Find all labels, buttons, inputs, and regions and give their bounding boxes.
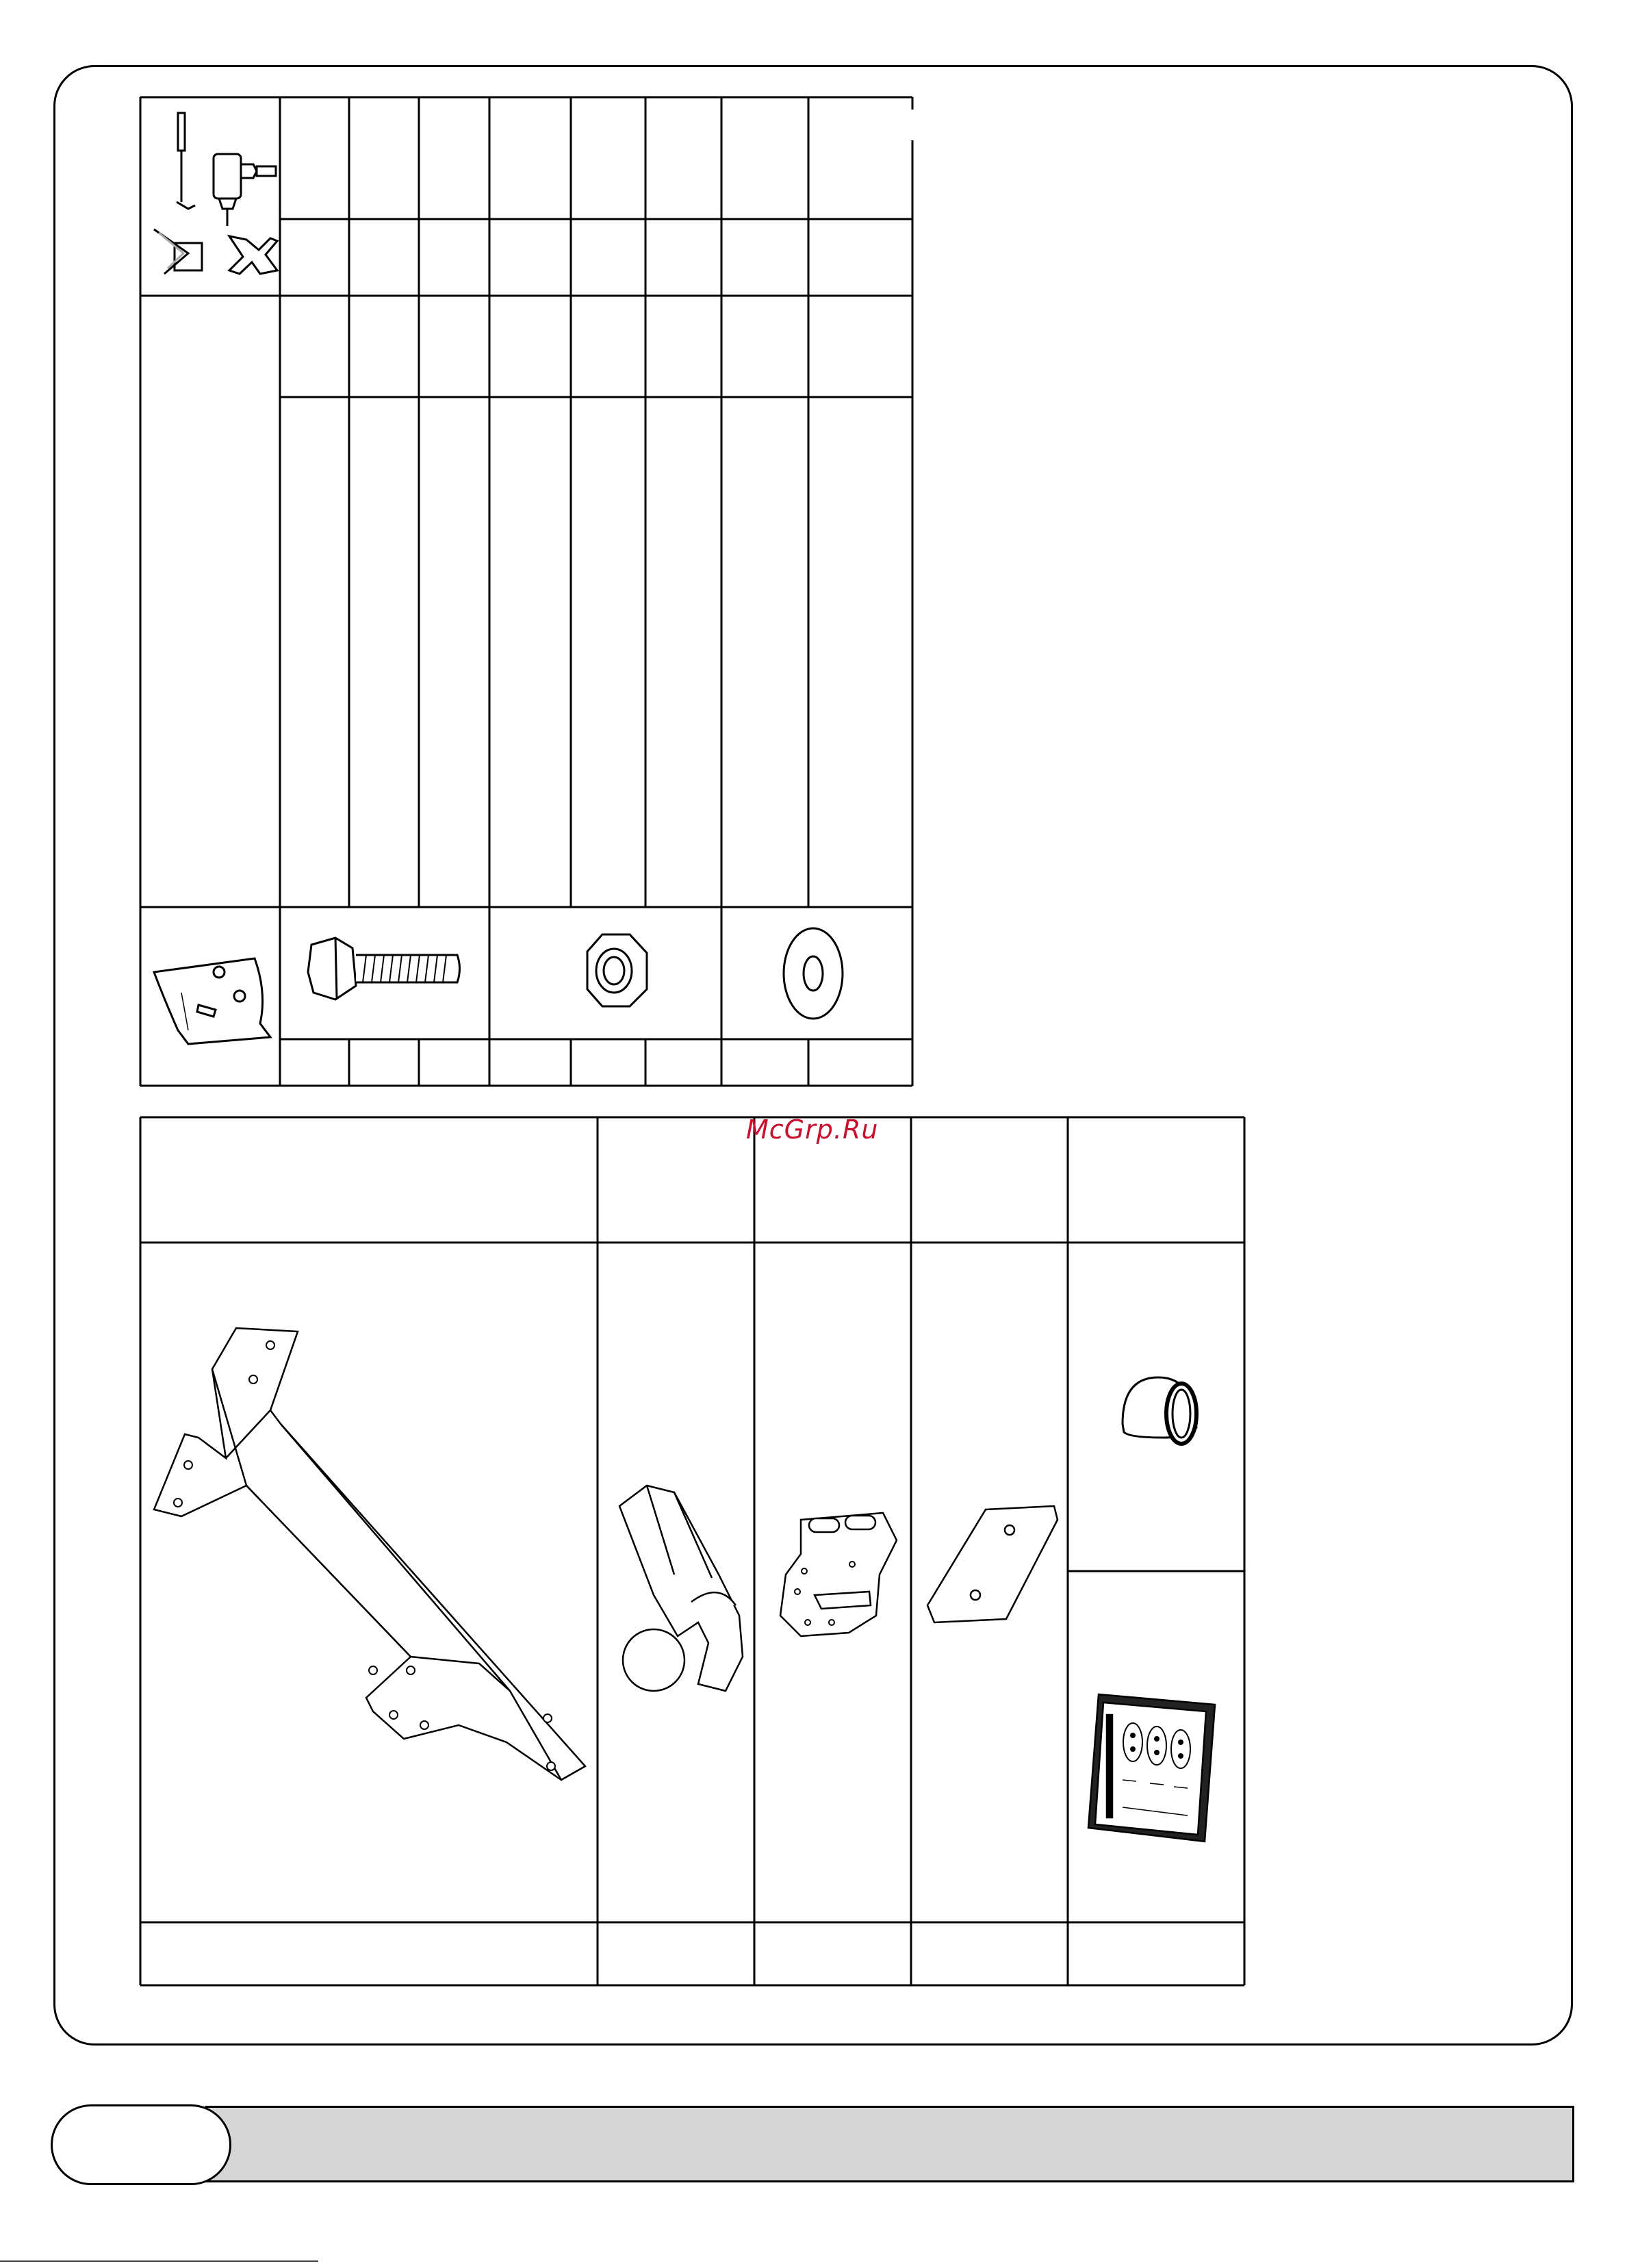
crossbeam-icon — [154, 1328, 585, 1780]
booklet-icon — [1088, 1694, 1215, 1842]
tow-ball-cover-icon — [1123, 1377, 1196, 1444]
watermark: McGrp.Ru — [746, 1114, 879, 1145]
page-number-pill — [51, 2104, 231, 2185]
footer-bar — [205, 2106, 1574, 2182]
bottom-rule — [0, 2260, 318, 2262]
mounting-plate-icon — [927, 1506, 1058, 1622]
tow-ball-neck-icon — [619, 1486, 743, 1691]
socket-plate-icon — [780, 1513, 897, 1636]
